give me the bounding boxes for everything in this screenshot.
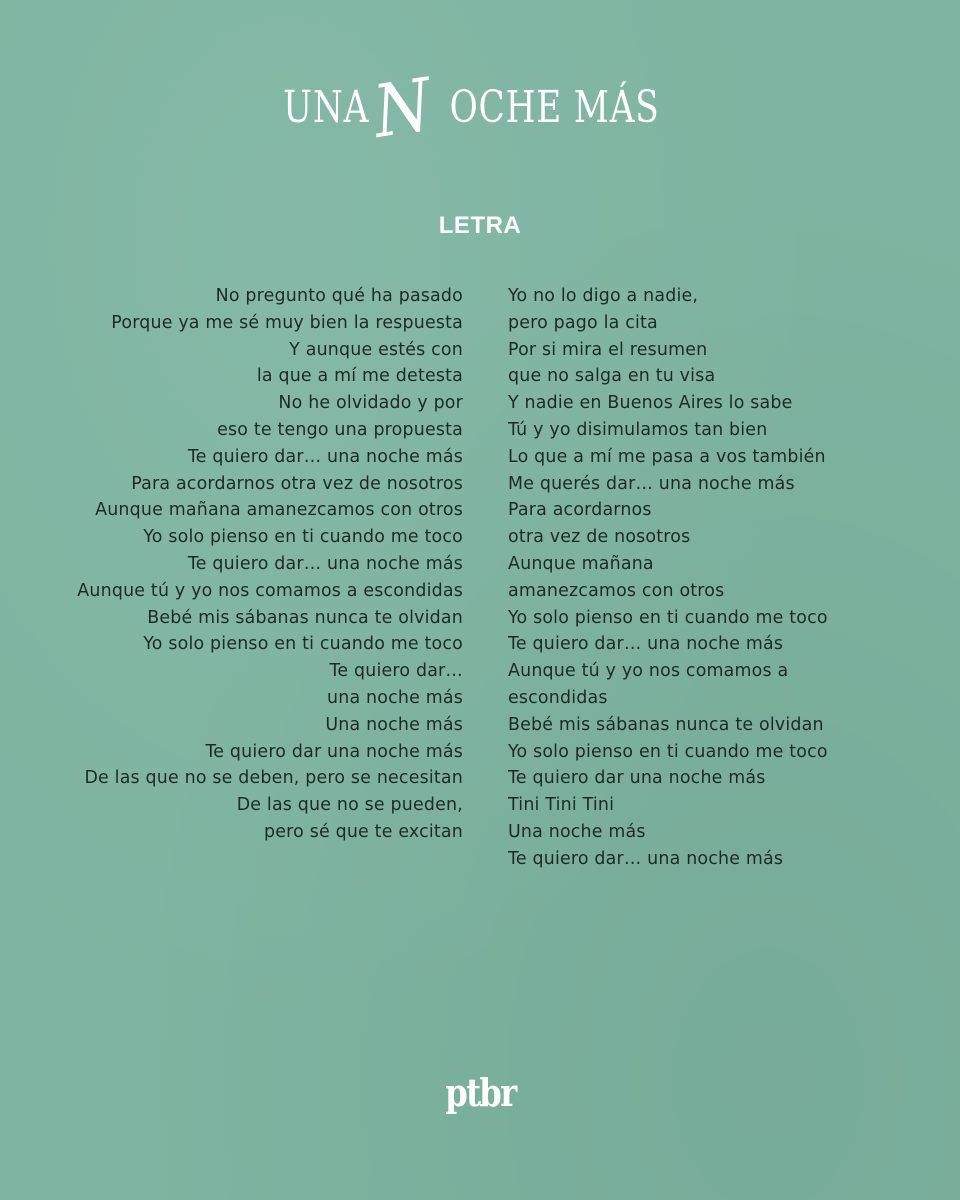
logo-text-oche-mas: OCHE MÁS (449, 82, 660, 133)
lyric-line: Bebé mis sábanas nunca te olvidan (508, 714, 824, 735)
lyric-line: Lo que a mí me pasa a vos también (508, 446, 826, 467)
lyric-line: Yo solo pienso en ti cuando me toco (143, 527, 463, 548)
lyric-line: Por si mira el resumen (508, 339, 708, 360)
lyric-line: Te quiero dar una noche más (205, 741, 463, 762)
lyric-line: Me querés dar… una noche más (508, 473, 795, 494)
lyric-line: Porque ya me sé muy bien la respuesta (111, 312, 463, 333)
lyric-line: otra vez de nosotros (508, 527, 691, 548)
lyric-line: Aunque mañana amanezcamos con otros (95, 500, 463, 521)
lyric-line: Te quiero dar… (329, 661, 463, 682)
lyric-line: Te quiero dar… una noche más (508, 848, 784, 869)
lyric-line: No he olvidado y por (278, 393, 463, 414)
logo-text-una: UNA (282, 82, 369, 133)
lyric-line: pero pago la cita (508, 312, 658, 333)
lyric-line: Y aunque estés con (289, 339, 463, 360)
lyric-line: amanezcamos con otros (508, 580, 725, 601)
lyric-line: la que a mí me detesta (256, 366, 463, 387)
lyric-line: Yo no lo digo a nadie, (508, 286, 699, 306)
footer-logo (0, 1070, 960, 1115)
lyric-line: Una noche más (325, 714, 463, 735)
lyric-line: Y nadie en Buenos Aires lo sabe (508, 393, 793, 414)
lyric-line: Para acordarnos otra vez de nosotros (131, 473, 463, 494)
lyric-line: Yo solo pienso en ti cuando me toco (508, 741, 828, 762)
section-title: LETRA (438, 212, 522, 239)
title-logo (0, 62, 960, 154)
lyric-line: Tini Tini Tini (508, 795, 615, 816)
lyric-line: Te quiero dar… una noche más (187, 553, 463, 574)
lyric-line: Una noche más (508, 821, 646, 842)
lyric-line: Yo solo pienso en ti cuando me toco (143, 634, 463, 655)
lyric-line: De las que no se pueden, (236, 795, 463, 816)
lyric-line: Aunque tú y yo nos comamos a (508, 661, 789, 682)
lyric-line: Aunque tú y yo nos comamos a escondidas (77, 580, 463, 601)
lyric-line: Bebé mis sábanas nunca te olvidan (147, 607, 463, 628)
lyric-line: Tú y yo disimulamos tan bien (508, 419, 768, 440)
lyric-line: que no salga en tu visa (508, 366, 716, 387)
lyric-line: Te quiero dar una noche más (508, 768, 766, 789)
lyric-line: De las que no se deben, pero se necesitan (84, 768, 463, 789)
lyric-line: una noche más (327, 687, 463, 708)
lyric-line: Te quiero dar… una noche más (187, 446, 463, 467)
logo-script-n: N (369, 62, 436, 154)
lyric-line: Yo solo pienso en ti cuando me toco (508, 607, 828, 628)
lyric-line: Aunque mañana (508, 553, 654, 574)
lyric-line: Te quiero dar… una noche más (508, 634, 784, 655)
lyric-line: Para acordarnos (508, 500, 652, 521)
footer-logo-text: ptbr (444, 1070, 516, 1115)
lyric-line: escondidas (508, 687, 608, 708)
lyric-line: pero sé que te excitan (264, 821, 463, 842)
lyric-line: No pregunto qué ha pasado (215, 286, 463, 306)
lyric-line: eso te tengo una propuesta (217, 419, 463, 440)
lyrics-right-column (508, 283, 828, 873)
lyrics-left-column (77, 283, 463, 846)
